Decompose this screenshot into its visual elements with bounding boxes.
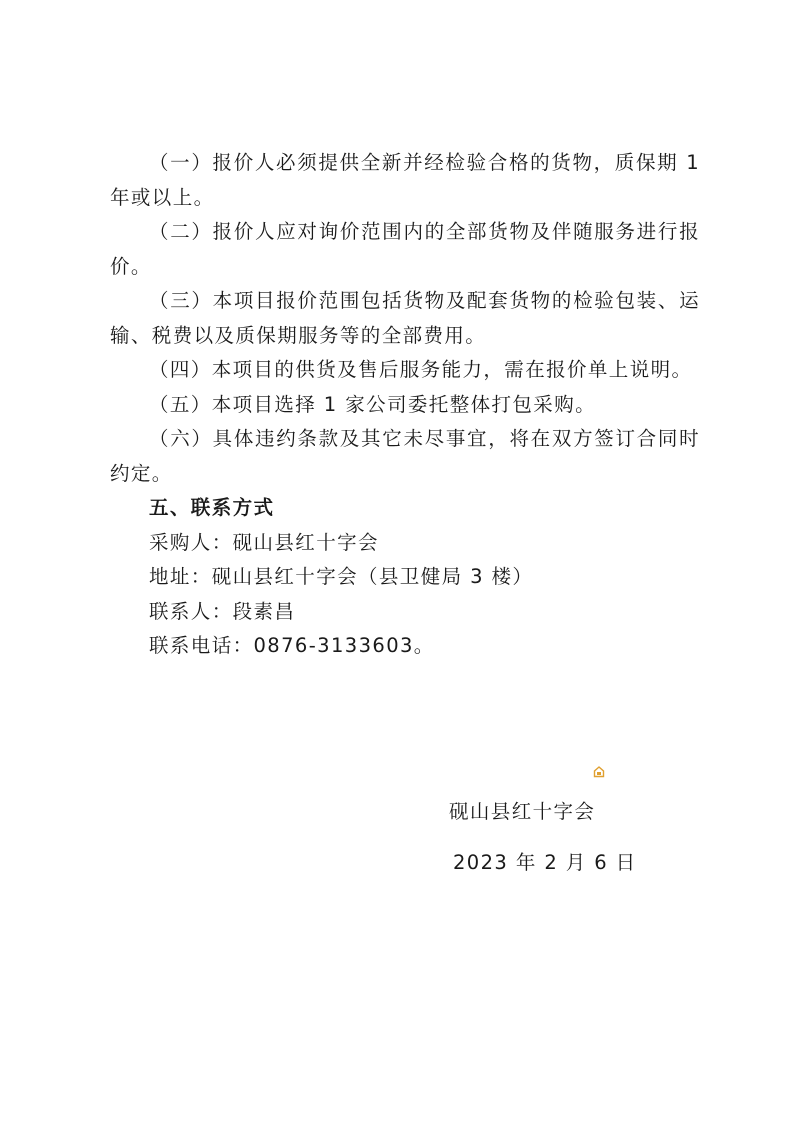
signature-organization: 砚山县红十字会 (449, 800, 596, 823)
contact-purchaser: 采购人：砚山县红十字会 (149, 530, 379, 554)
clause-5: （五）本项目选择 1 家公司委托整体打包采购。 (149, 392, 597, 416)
document-body (110, 146, 700, 664)
contact-person: 联系人：段素昌 (149, 599, 296, 623)
seal-icon (593, 763, 605, 775)
clause-2: （二）报价人应对询价范围内的全部货物及伴随服务进行报价。 (110, 220, 700, 278)
contact-phone: 联系电话：0876-3133603。 (149, 634, 435, 657)
clause-4: （四）本项目的供货及售后服务能力，需在报价单上说明。 (149, 358, 693, 381)
clause-3: （三）本项目报价范围包括货物及配套货物的检验包装、运输、税费以及质保期服务等的全部费用。 (110, 289, 700, 347)
clause-1: （一）报价人必须提供全新并经检验合格的货物，质保期 1 年或以上。 (110, 151, 700, 209)
signature-date: 2023 年 2 月 6 日 (453, 851, 637, 874)
contact-address: 地址：砚山县红十字会（县卫健局 3 楼） (149, 565, 534, 588)
section-heading: 五、联系方式 (149, 496, 275, 519)
clause-6: （六）具体违约条款及其它未尽事宜，将在双方签订合同时约定。 (110, 427, 700, 485)
signature-block (445, 797, 645, 878)
